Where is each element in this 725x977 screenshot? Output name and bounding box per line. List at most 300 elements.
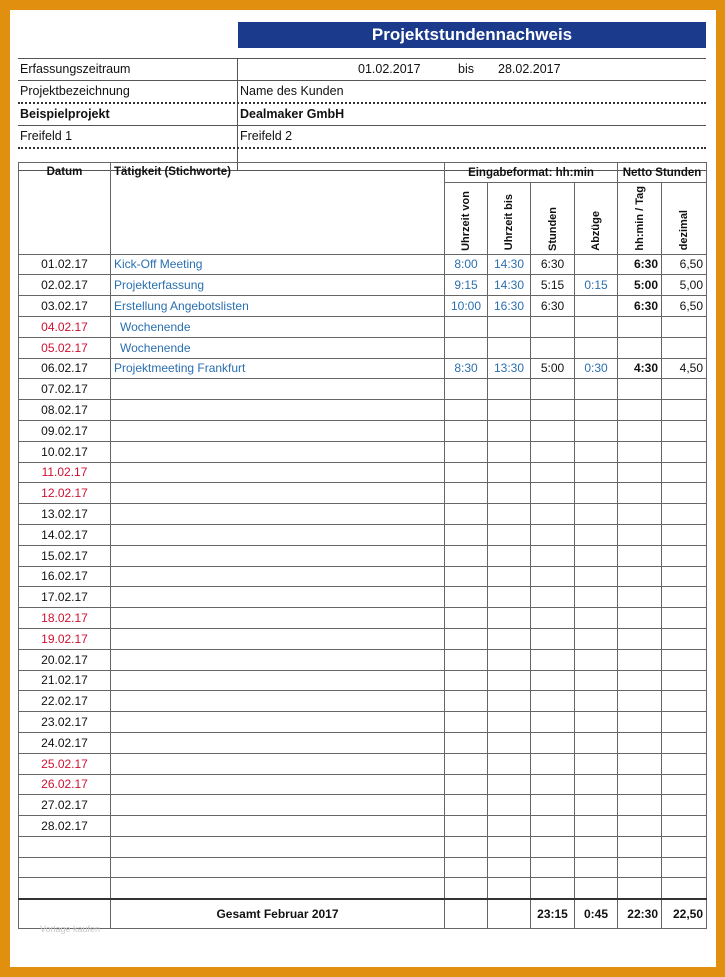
row-date: 18.02.17 (19, 608, 111, 629)
row-time-from[interactable] (445, 400, 488, 421)
row-net-hhmin (618, 691, 662, 712)
row-time-to[interactable]: 13:30 (488, 358, 531, 379)
row-hours[interactable] (531, 878, 575, 899)
table-row (19, 628, 707, 649)
row-activity[interactable] (111, 857, 445, 878)
row-hours[interactable] (531, 420, 575, 441)
row-hours[interactable] (531, 836, 575, 857)
row-activity[interactable] (111, 587, 445, 608)
row-deduction[interactable] (575, 857, 618, 878)
row-time-from[interactable] (445, 670, 488, 691)
row-date: 05.02.17 (19, 337, 111, 358)
row-time-from[interactable]: 9:15 (445, 275, 488, 296)
row-activity[interactable] (111, 816, 445, 837)
row-date: 20.02.17 (19, 649, 111, 670)
row-time-to[interactable] (488, 857, 531, 878)
row-activity[interactable] (111, 628, 445, 649)
page-title: Projektstundennachweis (238, 22, 706, 48)
total-empty (445, 899, 488, 929)
table-row (19, 275, 707, 296)
row-time-from[interactable] (445, 878, 488, 899)
row-time-from[interactable] (445, 608, 488, 629)
row-deduction[interactable] (575, 836, 618, 857)
row-deduction[interactable] (575, 816, 618, 837)
row-net-hhmin: 5:00 (618, 275, 662, 296)
row-time-from[interactable] (445, 545, 488, 566)
row-net-decimal (662, 462, 707, 483)
table-row (19, 337, 707, 358)
row-net-hhmin (618, 628, 662, 649)
row-hours[interactable] (531, 628, 575, 649)
hours-table (18, 162, 707, 929)
row-deduction[interactable] (575, 254, 618, 275)
row-time-from[interactable] (445, 816, 488, 837)
row-hours[interactable] (531, 608, 575, 629)
row-date: 06.02.17 (19, 358, 111, 379)
row-time-from[interactable] (445, 732, 488, 753)
row-deduction[interactable] (575, 462, 618, 483)
table-row (19, 379, 707, 400)
row-date: 09.02.17 (19, 420, 111, 441)
row-hours[interactable] (531, 753, 575, 774)
row-hours[interactable] (531, 524, 575, 545)
row-hours[interactable] (531, 691, 575, 712)
table-row (19, 566, 707, 587)
row-deduction[interactable] (575, 753, 618, 774)
total-label: Gesamt Februar 2017 (111, 899, 445, 929)
row-time-to[interactable] (488, 878, 531, 899)
row-date: 16.02.17 (19, 566, 111, 587)
row-activity[interactable] (111, 753, 445, 774)
row-activity[interactable]: Projektmeeting Frankfurt (111, 358, 445, 379)
row-hours[interactable] (531, 649, 575, 670)
row-time-from[interactable] (445, 441, 488, 462)
row-time-to[interactable] (488, 316, 531, 337)
row-activity[interactable]: Projekterfassung (111, 275, 445, 296)
row-net-hhmin (618, 504, 662, 525)
row-activity[interactable] (111, 483, 445, 504)
row-activity[interactable]: Kick-Off Meeting (111, 254, 445, 275)
table-row (19, 857, 707, 878)
timesheet-page (10, 10, 716, 967)
row-net-hhmin (618, 420, 662, 441)
row-deduction[interactable] (575, 379, 618, 400)
col-header-deductions: Abzüge (575, 183, 618, 255)
col-header-date: Datum (19, 163, 111, 255)
row-deduction[interactable] (575, 483, 618, 504)
row-hours[interactable]: 5:15 (531, 275, 575, 296)
row-time-to[interactable] (488, 836, 531, 857)
row-time-from[interactable] (445, 649, 488, 670)
row-deduction[interactable] (575, 608, 618, 629)
row-time-to[interactable] (488, 649, 531, 670)
row-hours[interactable] (531, 441, 575, 462)
table-row (19, 608, 707, 629)
col-header-time-from: Uhrzeit von (445, 183, 488, 255)
row-time-from[interactable] (445, 795, 488, 816)
row-deduction[interactable] (575, 649, 618, 670)
row-time-to[interactable] (488, 566, 531, 587)
row-time-from[interactable] (445, 774, 488, 795)
row-hours[interactable] (531, 545, 575, 566)
row-time-from[interactable] (445, 691, 488, 712)
row-time-from[interactable] (445, 462, 488, 483)
row-hours[interactable]: 5:00 (531, 358, 575, 379)
row-hours[interactable] (531, 774, 575, 795)
row-time-from[interactable] (445, 753, 488, 774)
row-hours[interactable] (531, 712, 575, 733)
row-net-decimal (662, 566, 707, 587)
row-net-decimal (662, 483, 707, 504)
row-date: 21.02.17 (19, 670, 111, 691)
row-date: 03.02.17 (19, 296, 111, 317)
row-net-hhmin (618, 545, 662, 566)
project-value[interactable]: Beispielprojekt (20, 107, 110, 121)
row-deduction[interactable] (575, 337, 618, 358)
table-row (19, 483, 707, 504)
row-deduction[interactable] (575, 628, 618, 649)
table-row (19, 420, 707, 441)
row-net-decimal (662, 524, 707, 545)
row-time-to[interactable] (488, 337, 531, 358)
row-date: 07.02.17 (19, 379, 111, 400)
project-label: Projektbezeichnung (20, 84, 130, 98)
row-deduction[interactable] (575, 670, 618, 691)
row-date: 14.02.17 (19, 524, 111, 545)
row-hours[interactable] (531, 462, 575, 483)
row-net-decimal (662, 649, 707, 670)
info-row-period (18, 58, 706, 81)
row-hours[interactable]: 6:30 (531, 296, 575, 317)
total-net-decimal: 22,50 (662, 899, 707, 929)
row-time-from[interactable]: 8:30 (445, 358, 488, 379)
row-deduction[interactable] (575, 878, 618, 899)
row-net-decimal (662, 504, 707, 525)
table-row (19, 836, 707, 857)
table-row (19, 691, 707, 712)
row-deduction[interactable] (575, 587, 618, 608)
row-time-to[interactable] (488, 483, 531, 504)
row-net-decimal: 6,50 (662, 296, 707, 317)
row-time-to[interactable] (488, 545, 531, 566)
row-net-hhmin (618, 753, 662, 774)
row-activity[interactable] (111, 649, 445, 670)
row-deduction[interactable] (575, 420, 618, 441)
row-activity[interactable] (111, 504, 445, 525)
row-time-from[interactable] (445, 504, 488, 525)
row-activity[interactable]: Wochenende (111, 316, 445, 337)
free-field-2[interactable]: Freifeld 2 (240, 129, 293, 143)
row-activity[interactable] (111, 420, 445, 441)
row-time-to[interactable] (488, 753, 531, 774)
row-net-hhmin (618, 608, 662, 629)
row-net-hhmin (618, 836, 662, 857)
info-row-project-values (18, 104, 706, 126)
row-net-hhmin (618, 587, 662, 608)
row-time-to[interactable] (488, 441, 531, 462)
row-net-decimal (662, 400, 707, 421)
row-net-hhmin (618, 670, 662, 691)
table-row (19, 524, 707, 545)
row-date: 24.02.17 (19, 732, 111, 753)
watermark: Vorlage kaufen (40, 924, 101, 934)
row-date (19, 878, 111, 899)
row-deduction[interactable] (575, 691, 618, 712)
row-date: 02.02.17 (19, 275, 111, 296)
row-activity[interactable] (111, 878, 445, 899)
date-from[interactable]: 01.02.2017 (358, 62, 421, 76)
free-field-1[interactable]: Freifeld 1 (20, 129, 73, 143)
row-date: 26.02.17 (19, 774, 111, 795)
row-net-decimal (662, 441, 707, 462)
date-to[interactable]: 28.02.2017 (498, 62, 561, 76)
row-activity[interactable] (111, 400, 445, 421)
row-time-to[interactable] (488, 795, 531, 816)
row-deduction[interactable] (575, 524, 618, 545)
row-deduction[interactable] (575, 545, 618, 566)
row-net-hhmin (618, 441, 662, 462)
row-time-to[interactable] (488, 379, 531, 400)
row-time-from[interactable] (445, 587, 488, 608)
row-net-hhmin (618, 878, 662, 899)
row-hours[interactable] (531, 795, 575, 816)
period-label: Erfassungszeitraum (20, 62, 131, 76)
row-net-hhmin (618, 816, 662, 837)
row-time-to[interactable] (488, 628, 531, 649)
row-hours[interactable] (531, 400, 575, 421)
row-time-to[interactable] (488, 504, 531, 525)
row-deduction[interactable] (575, 316, 618, 337)
col-header-input-format: Eingabeformat: hh:min (445, 163, 618, 183)
table-row (19, 774, 707, 795)
row-net-decimal (662, 836, 707, 857)
row-hours[interactable] (531, 504, 575, 525)
row-net-decimal (662, 670, 707, 691)
row-time-to[interactable] (488, 732, 531, 753)
row-time-to[interactable]: 14:30 (488, 254, 531, 275)
row-time-from[interactable]: 8:00 (445, 254, 488, 275)
total-deduction: 0:45 (575, 899, 618, 929)
row-net-hhmin: 6:30 (618, 254, 662, 275)
row-net-hhmin: 6:30 (618, 296, 662, 317)
row-hours[interactable] (531, 587, 575, 608)
row-deduction[interactable]: 0:30 (575, 358, 618, 379)
row-net-hhmin (618, 316, 662, 337)
row-deduction[interactable]: 0:15 (575, 275, 618, 296)
row-net-hhmin: 4:30 (618, 358, 662, 379)
row-time-to[interactable] (488, 400, 531, 421)
row-time-to[interactable]: 14:30 (488, 275, 531, 296)
row-hours[interactable] (531, 566, 575, 587)
row-net-hhmin (618, 400, 662, 421)
table-header-row-1 (19, 163, 707, 183)
table-row (19, 670, 707, 691)
row-deduction[interactable] (575, 566, 618, 587)
row-hours[interactable] (531, 857, 575, 878)
row-activity[interactable] (111, 691, 445, 712)
row-activity[interactable] (111, 670, 445, 691)
row-net-decimal (662, 732, 707, 753)
total-net-hhmin: 22:30 (618, 899, 662, 929)
row-net-decimal (662, 379, 707, 400)
customer-value[interactable]: Dealmaker GmbH (240, 107, 345, 121)
row-net-hhmin (618, 337, 662, 358)
row-time-from[interactable] (445, 420, 488, 441)
row-activity[interactable] (111, 836, 445, 857)
row-time-from[interactable]: 10:00 (445, 296, 488, 317)
row-net-hhmin (618, 774, 662, 795)
row-hours[interactable]: 6:30 (531, 254, 575, 275)
row-net-hhmin (618, 379, 662, 400)
row-net-decimal: 4,50 (662, 358, 707, 379)
row-activity[interactable] (111, 441, 445, 462)
customer-label: Name des Kunden (240, 84, 344, 98)
row-date: 13.02.17 (19, 504, 111, 525)
total-hours: 23:15 (531, 899, 575, 929)
row-hours[interactable] (531, 816, 575, 837)
row-net-decimal (662, 587, 707, 608)
row-net-hhmin (618, 462, 662, 483)
row-net-decimal (662, 545, 707, 566)
row-activity[interactable] (111, 774, 445, 795)
row-hours[interactable] (531, 379, 575, 400)
row-net-hhmin (618, 857, 662, 878)
row-date: 11.02.17 (19, 462, 111, 483)
row-hours[interactable] (531, 670, 575, 691)
row-activity[interactable] (111, 379, 445, 400)
row-time-from[interactable] (445, 337, 488, 358)
row-deduction[interactable] (575, 774, 618, 795)
row-date: 19.02.17 (19, 628, 111, 649)
row-deduction[interactable] (575, 504, 618, 525)
row-deduction[interactable] (575, 712, 618, 733)
row-time-to[interactable] (488, 462, 531, 483)
row-activity[interactable] (111, 732, 445, 753)
row-net-decimal (662, 753, 707, 774)
row-net-decimal (662, 691, 707, 712)
row-activity[interactable] (111, 712, 445, 733)
table-row (19, 504, 707, 525)
table-row (19, 545, 707, 566)
table-row (19, 649, 707, 670)
table-row (19, 732, 707, 753)
table-row (19, 462, 707, 483)
row-hours[interactable] (531, 337, 575, 358)
row-date: 17.02.17 (19, 587, 111, 608)
row-net-decimal: 5,00 (662, 275, 707, 296)
row-activity[interactable] (111, 545, 445, 566)
row-hours[interactable] (531, 483, 575, 504)
row-net-decimal (662, 878, 707, 899)
row-date: 10.02.17 (19, 441, 111, 462)
col-header-decimal: dezimal (662, 183, 707, 255)
row-deduction[interactable] (575, 296, 618, 317)
table-row (19, 296, 707, 317)
row-net-decimal (662, 712, 707, 733)
row-date: 08.02.17 (19, 400, 111, 421)
row-time-from[interactable] (445, 379, 488, 400)
row-time-from[interactable] (445, 316, 488, 337)
row-date: 04.02.17 (19, 316, 111, 337)
row-time-to[interactable] (488, 420, 531, 441)
row-time-to[interactable] (488, 712, 531, 733)
row-activity[interactable] (111, 462, 445, 483)
row-time-from[interactable] (445, 628, 488, 649)
table-row (19, 400, 707, 421)
row-net-decimal: 6,50 (662, 254, 707, 275)
row-time-from[interactable] (445, 712, 488, 733)
row-net-decimal (662, 857, 707, 878)
row-time-to[interactable] (488, 774, 531, 795)
row-time-to[interactable] (488, 691, 531, 712)
row-time-from[interactable] (445, 836, 488, 857)
row-date: 15.02.17 (19, 545, 111, 566)
row-date: 25.02.17 (19, 753, 111, 774)
row-deduction[interactable] (575, 400, 618, 421)
row-time-to[interactable] (488, 524, 531, 545)
row-time-from[interactable] (445, 483, 488, 504)
col-header-time-to: Uhrzeit bis (488, 183, 531, 255)
row-time-from[interactable] (445, 524, 488, 545)
row-date: 23.02.17 (19, 712, 111, 733)
table-row (19, 358, 707, 379)
bis-label: bis (458, 62, 474, 76)
table-row (19, 816, 707, 837)
row-net-hhmin (618, 712, 662, 733)
row-net-hhmin (618, 649, 662, 670)
table-row (19, 587, 707, 608)
row-net-hhmin (618, 795, 662, 816)
row-time-to[interactable] (488, 816, 531, 837)
row-net-hhmin (618, 524, 662, 545)
row-deduction[interactable] (575, 732, 618, 753)
row-net-decimal (662, 774, 707, 795)
row-activity[interactable] (111, 524, 445, 545)
row-time-from[interactable] (445, 566, 488, 587)
row-date: 12.02.17 (19, 483, 111, 504)
col-header-activity: Tätigkeit (Stichworte) (111, 163, 445, 255)
row-activity[interactable] (111, 795, 445, 816)
row-deduction[interactable] (575, 795, 618, 816)
info-row-free-fields (18, 126, 706, 149)
row-time-to[interactable] (488, 670, 531, 691)
row-time-to[interactable] (488, 608, 531, 629)
row-time-from[interactable] (445, 857, 488, 878)
row-time-to[interactable]: 16:30 (488, 296, 531, 317)
col-header-hhmin-day: hh:min / Tag (618, 183, 662, 255)
col-header-net-hours: Netto Stunden (618, 163, 707, 183)
row-net-decimal (662, 337, 707, 358)
row-activity[interactable] (111, 566, 445, 587)
row-net-decimal (662, 316, 707, 337)
row-hours[interactable] (531, 316, 575, 337)
table-row (19, 795, 707, 816)
row-date: 01.02.17 (19, 254, 111, 275)
row-time-to[interactable] (488, 587, 531, 608)
row-date (19, 836, 111, 857)
row-net-decimal (662, 795, 707, 816)
row-deduction[interactable] (575, 441, 618, 462)
row-date (19, 857, 111, 878)
table-row (19, 441, 707, 462)
row-activity[interactable]: Wochenende (111, 337, 445, 358)
row-hours[interactable] (531, 732, 575, 753)
row-net-decimal (662, 628, 707, 649)
row-activity[interactable]: Erstellung Angebotslisten (111, 296, 445, 317)
table-row (19, 878, 707, 899)
row-activity[interactable] (111, 608, 445, 629)
total-row (19, 899, 707, 929)
